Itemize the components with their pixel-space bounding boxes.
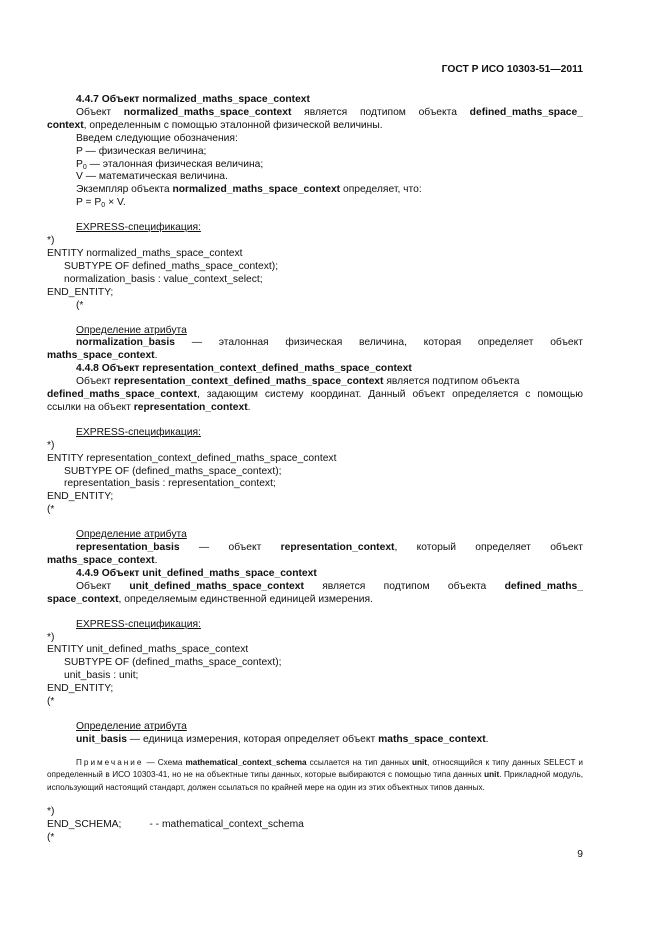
code-line: (* [47,504,55,516]
section-heading-448: 4.4.8 Объект representation_context_defined_maths_space_context [76,363,412,375]
end-schema-line: END_SCHEMA; - - mathematical_context_schema [47,818,304,830]
paragraph-449-b: space_context, определяемым единственной единицей измерения. [47,593,373,605]
code-line: (* [47,696,55,708]
notation-intro: Введем следующие обозначения: [76,132,238,144]
attribute-title-448: Определение атрибута [76,529,187,541]
attribute-title-449: Определение атрибута [76,720,187,732]
code-line: (* [76,299,84,311]
notation-item-p0: $P_0$ — эталонная физическая величина; [76,158,264,171]
attribute-def-448-b: maths_space_context. [47,555,158,566]
code-line: ENTITY unit_defined_maths_space_context [47,644,249,656]
notation-item-v: V — математическая величина. [76,171,228,183]
code-line: *) [47,631,55,643]
express-label-447: EXPRESS-спецификация: [76,222,201,234]
code-line: SUBTYPE OF (defined_maths_space_context); [64,657,282,669]
code-line: *) [47,439,55,451]
paragraph-448-cont: defined_maths_space_context, задающим систему координат. Данный объект определяется с помощью ссылки на объект representation_context. [47,389,583,413]
code-line: ENTITY normalized_maths_space_context [47,247,243,259]
section-heading-447: 4.4.7 Объект normalized_maths_space_context [76,94,310,105]
code-line: representation_basis : representation_context; [64,478,276,490]
attribute-def-447-a: normalization_basis — эталонная физическая величина, которая определяет объект [76,337,583,349]
attribute-def-447-b: maths_space_context. [47,350,158,362]
page-content [47,94,583,845]
code-line: *) [47,806,55,817]
paragraph-447-b: context, определенным с помощью эталонной физической величины. [47,119,383,131]
page-number: 9 [577,849,583,860]
paragraph-447-a: Объект normalized_maths_space_context является подтипом объекта defined_maths_space_ [76,106,583,118]
attribute-title-447: Определение атрибута [76,324,187,336]
attribute-def-448-a: representation_basis — объект representation_context, который определяет объект [76,542,583,554]
paragraph-448: Объект representation_context_defined_maths_space_context является подтипом объекта [76,376,520,388]
instance-statement: Экземпляр объекта normalized_maths_space_context определяет, что: [76,184,422,196]
code-line: SUBTYPE OF (defined_maths_space_context); [64,465,282,477]
document-header: ГОСТ Р ИСО 10303-51—2011 [441,64,583,75]
code-line: *) [47,235,55,247]
code-line: END_ENTITY; [47,491,114,503]
code-line: unit_basis : unit; [64,670,139,682]
attribute-def-449: unit_basis — единица измерения, которая определяет объект maths_space_context. [76,733,489,745]
note: Примечание — Схема mathematical_context_schema ссылается на тип данных unit, относящийся к типу данных SELECT и определенный в ИСО 10303-41, но не на объектные типы данных, которые выбираются с помощью типа данных unit. Прикладной модуль, использующий настоящий стандарт, должен ссылаться по крайней мере на один из этих объектных типов данных. [47,757,583,792]
section-heading-449: 4.4.9 Объект unit_defined_maths_space_context [76,567,317,579]
code-line: normalization_basis : value_context_select; [64,273,263,285]
paragraph-449-a: Объект unit_defined_maths_space_context является подтипом объекта defined_maths_ [76,580,583,592]
code-line: ENTITY representation_context_defined_maths_space_context [47,452,337,464]
express-label-448: EXPRESS-спецификация: [76,426,201,438]
notation-item-p: P — физическая величина; [76,145,207,157]
code-line: END_ENTITY; [47,683,114,695]
code-line: END_ENTITY; [47,286,114,298]
formula: $P = P_0 \times V$. [76,197,126,210]
express-label-449: EXPRESS-спецификация: [76,618,201,630]
code-line: (* [47,831,55,843]
code-line: SUBTYPE OF defined_maths_space_context); [64,260,279,272]
